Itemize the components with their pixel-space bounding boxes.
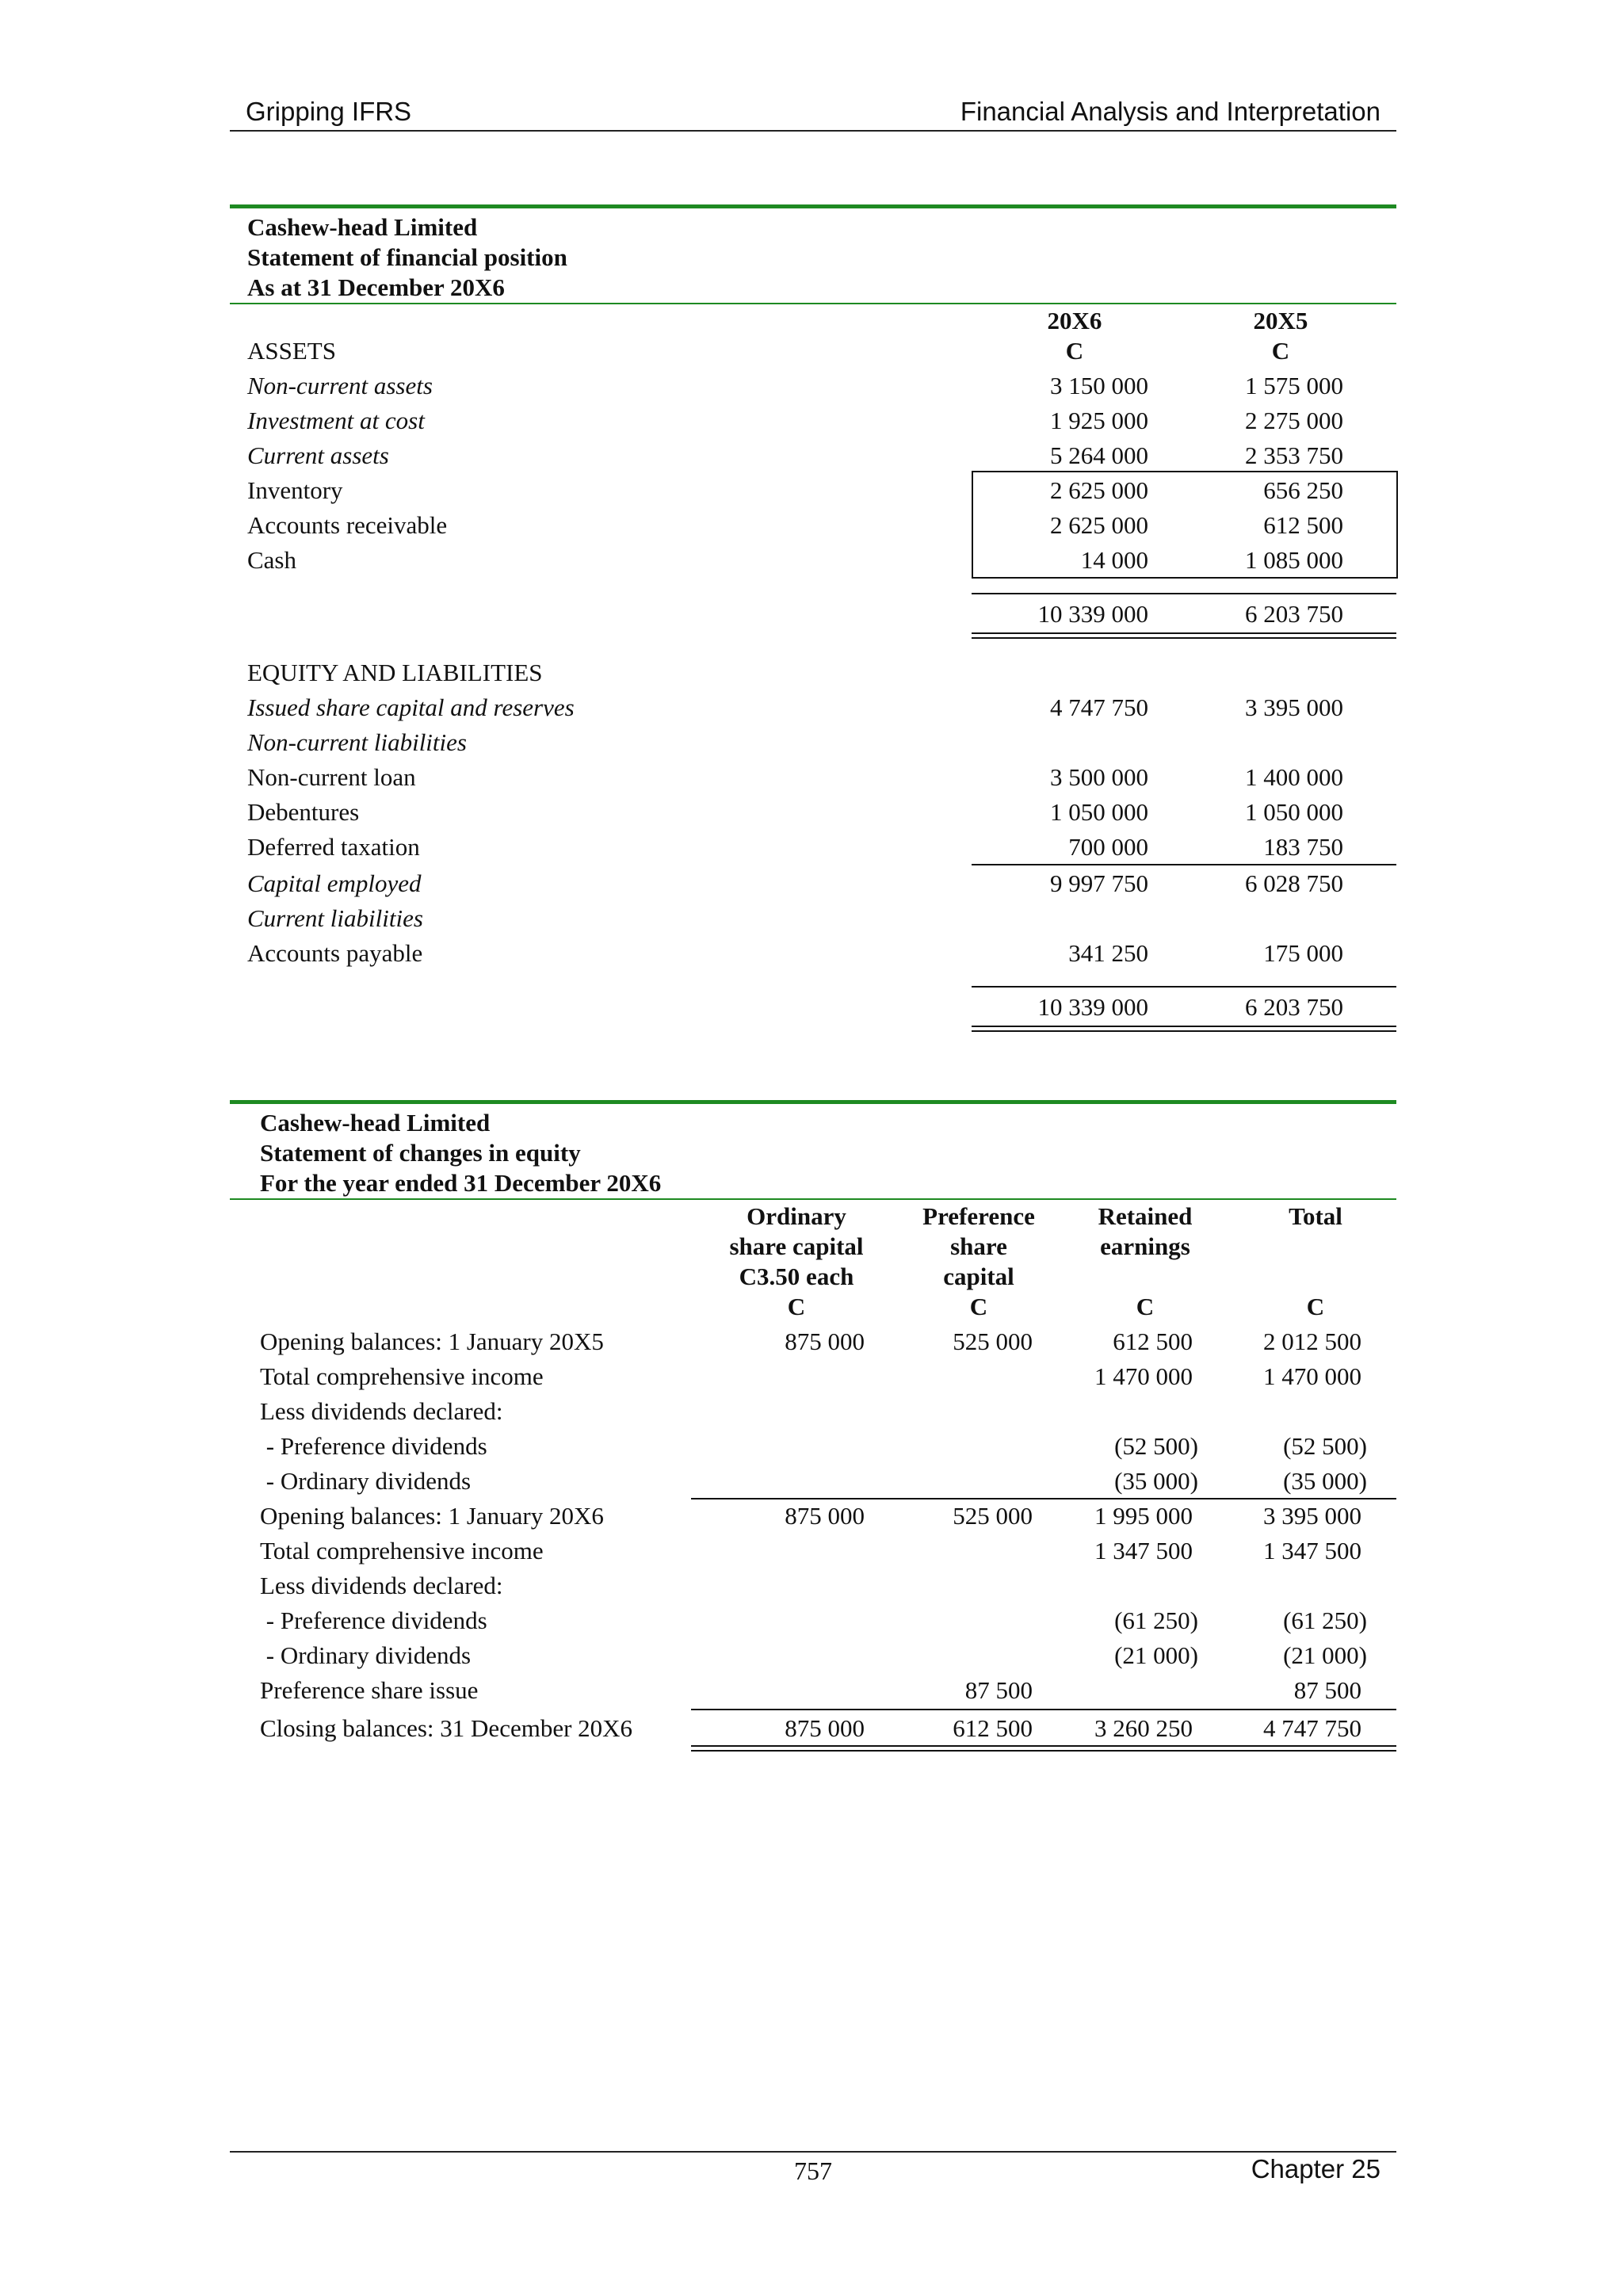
- page-number: 757: [794, 2157, 832, 2185]
- soce-retained-value: 612 500: [1113, 1328, 1193, 1355]
- soce-total-value: (52 500): [1283, 1432, 1367, 1460]
- soce-closing-top-rule: [691, 1709, 1396, 1710]
- soce-total-value: 87 500: [1293, 1676, 1361, 1704]
- sofp-col-year-20x6: 20X6: [1047, 307, 1102, 334]
- soce-preference-value: 612 500: [953, 1714, 1033, 1742]
- assets-total-top-rule: [972, 593, 1396, 594]
- soce-closing-double-rule-1: [691, 1745, 1396, 1747]
- row-label: Non-current loan: [247, 763, 416, 791]
- row-label: Debentures: [247, 798, 360, 826]
- soce-title: [260, 1108, 661, 1198]
- page-header: [230, 95, 1396, 132]
- soce-row-label: Total comprehensive income: [260, 1537, 544, 1564]
- soce-row-label: Opening balances: 1 January 20X6: [260, 1502, 604, 1530]
- sofp-col-year-20x5: 20X5: [1253, 307, 1308, 334]
- equity-heading: EQUITY AND LIABILITIES: [247, 659, 543, 686]
- soce-total-value: (61 250): [1283, 1606, 1367, 1634]
- row-value-20x6: 14 000: [1080, 546, 1148, 574]
- soce-row-label: Less dividends declared:: [260, 1572, 503, 1599]
- soce-col-ordinary-unit: C: [787, 1293, 806, 1320]
- header-chapter-title: Financial Analysis and Interpretation: [960, 97, 1381, 126]
- soce-ordinary-value: 875 000: [785, 1502, 865, 1530]
- soce-row-label: - Ordinary dividends: [260, 1641, 472, 1669]
- soce-preference-value: 87 500: [964, 1676, 1033, 1704]
- row-label: Cash: [247, 546, 296, 574]
- soce-retained-value: 1 470 000: [1094, 1362, 1193, 1390]
- soce-col-ordinary-line: C3.50 each: [739, 1263, 854, 1290]
- row-value-20x6: 2 625 000: [1050, 476, 1148, 504]
- sofp-title-statement: Statement of financial position: [247, 243, 567, 271]
- row-label: Accounts payable: [247, 939, 423, 967]
- assets-total-20x5: 6 203 750: [1245, 600, 1343, 628]
- soce-closing-double-rule-2: [691, 1750, 1396, 1752]
- equity-total-20x5: 6 203 750: [1245, 993, 1343, 1021]
- soce-row-label: - Preference dividends: [260, 1606, 487, 1634]
- soce-title-statement: Statement of changes in equity: [260, 1139, 581, 1167]
- soce-col-retained: [1062, 1201, 1228, 1322]
- soce-col-preference-line: Preference: [922, 1202, 1035, 1230]
- header-book-title: Gripping IFRS: [246, 97, 412, 126]
- soce-col-retained-unit: C: [1136, 1293, 1155, 1320]
- soce-top-rule: [230, 1100, 1396, 1104]
- sofp-header-rule: [230, 303, 1396, 304]
- soce-title-company: Cashew-head Limited: [260, 1109, 491, 1137]
- soce-retained-value: (35 000): [1114, 1467, 1198, 1495]
- equity-total-double-rule-1: [972, 1026, 1396, 1027]
- soce-row-label: - Preference dividends: [260, 1432, 487, 1460]
- row-value-20x5: 1 575 000: [1245, 372, 1343, 399]
- row-value-20x5: 1 050 000: [1245, 798, 1343, 826]
- row-value-20x6: 1 925 000: [1050, 407, 1148, 434]
- row-value-20x5: 3 395 000: [1245, 693, 1343, 721]
- soce-row-label: Less dividends declared:: [260, 1397, 503, 1425]
- soce-col-ordinary-line: share capital: [729, 1232, 864, 1260]
- row-value-20x6: 341 250: [1068, 939, 1148, 967]
- row-value-20x5: 6 028 750: [1245, 869, 1343, 897]
- assets-total-double-rule-1: [972, 632, 1396, 634]
- row-value-20x5: 656 250: [1263, 476, 1343, 504]
- soce-header-rule: [230, 1198, 1396, 1200]
- row-value-20x5: 2 353 750: [1245, 441, 1343, 469]
- row-value-20x6: 4 747 750: [1050, 693, 1148, 721]
- row-label: Non-current liabilities: [247, 728, 467, 756]
- sofp-col-unit-20x5: C: [1271, 337, 1290, 365]
- soce-row-label: Opening balances: 1 January 20X5: [260, 1328, 604, 1355]
- soce-retained-value: 3 260 250: [1094, 1714, 1193, 1742]
- sofp-top-rule: [230, 204, 1396, 208]
- row-label: Current liabilities: [247, 904, 423, 932]
- soce-col-preference-unit: C: [969, 1293, 988, 1320]
- soce-col-preference: [892, 1201, 1066, 1322]
- assets-total-double-rule-2: [972, 637, 1396, 639]
- soce-total-value: 4 747 750: [1263, 1714, 1361, 1742]
- row-value-20x6: 9 997 750: [1050, 869, 1148, 897]
- soce-retained-value: (52 500): [1114, 1432, 1198, 1460]
- row-value-20x5: 183 750: [1263, 833, 1343, 861]
- capital-employed-rule: [972, 864, 1396, 865]
- soce-ordinary-value: 875 000: [785, 1328, 865, 1355]
- assets-heading: ASSETS: [247, 337, 336, 365]
- soce-col-total: [1232, 1201, 1399, 1322]
- page-footer: [230, 2151, 1396, 2185]
- soce-total-value: 2 012 500: [1263, 1328, 1361, 1355]
- row-value-20x5: 1 085 000: [1245, 546, 1343, 574]
- row-value-20x6: 700 000: [1068, 833, 1148, 861]
- row-value-20x6: 5 264 000: [1050, 441, 1148, 469]
- soce-col-preference-line: capital: [943, 1263, 1014, 1290]
- assets-total-20x6: 10 339 000: [1037, 600, 1148, 628]
- soce-col-total-unit: C: [1306, 1293, 1325, 1320]
- soce-total-value: 1 470 000: [1263, 1362, 1361, 1390]
- row-value-20x6: 1 050 000: [1050, 798, 1148, 826]
- row-label: Accounts receivable: [247, 511, 448, 539]
- footer-chapter: Chapter 25: [1251, 2154, 1381, 2183]
- row-label: Current assets: [247, 441, 389, 469]
- row-value-20x6: 3 500 000: [1050, 763, 1148, 791]
- soce-col-retained-line: earnings: [1100, 1232, 1190, 1260]
- row-value-20x5: 1 400 000: [1245, 763, 1343, 791]
- row-label: Inventory: [247, 476, 343, 504]
- soce-col-ordinary-line: Ordinary: [747, 1202, 846, 1230]
- soce-total-value: 1 347 500: [1263, 1537, 1361, 1564]
- soce-preference-value: 525 000: [953, 1328, 1033, 1355]
- soce-retained-value: 1 995 000: [1094, 1502, 1193, 1530]
- soce-retained-value: 1 347 500: [1094, 1537, 1193, 1564]
- equity-total-double-rule-2: [972, 1030, 1396, 1032]
- row-label: Deferred taxation: [247, 833, 420, 861]
- sofp-title-company: Cashew-head Limited: [247, 213, 478, 241]
- equity-total-top-rule: [972, 986, 1396, 988]
- row-value-20x5: 175 000: [1263, 939, 1343, 967]
- soce-total-value: (35 000): [1283, 1467, 1367, 1495]
- row-label: Non-current assets: [247, 372, 433, 399]
- sofp-title-date: As at 31 December 20X6: [247, 273, 505, 301]
- soce-preference-value: 525 000: [953, 1502, 1033, 1530]
- soce-subtotal-rule: [691, 1498, 1396, 1499]
- row-value-20x5: 612 500: [1263, 511, 1343, 539]
- row-label: Issued share capital and reserves: [247, 693, 575, 721]
- soce-row-label: Total comprehensive income: [260, 1362, 544, 1390]
- sofp-col-unit-20x6: C: [1065, 337, 1084, 365]
- sofp-title: [247, 212, 567, 303]
- soce-col-retained-line: Retained: [1098, 1202, 1193, 1230]
- row-label: Investment at cost: [247, 407, 425, 434]
- soce-title-period: For the year ended 31 December 20X6: [260, 1169, 662, 1197]
- soce-total-value: (21 000): [1283, 1641, 1367, 1669]
- row-value-20x6: 3 150 000: [1050, 372, 1148, 399]
- soce-row-label: - Ordinary dividends: [260, 1467, 472, 1495]
- row-label: Capital employed: [247, 869, 422, 897]
- soce-row-label: Preference share issue: [260, 1676, 479, 1704]
- soce-ordinary-value: 875 000: [785, 1714, 865, 1742]
- row-value-20x6: 2 625 000: [1050, 511, 1148, 539]
- soce-retained-value: (21 000): [1114, 1641, 1198, 1669]
- soce-retained-value: (61 250): [1114, 1606, 1198, 1634]
- equity-total-20x6: 10 339 000: [1037, 993, 1148, 1021]
- soce-col-total-line: Total: [1289, 1202, 1342, 1230]
- soce-total-value: 3 395 000: [1263, 1502, 1361, 1530]
- soce-col-preference-line: share: [950, 1232, 1007, 1260]
- row-value-20x5: 2 275 000: [1245, 407, 1343, 434]
- soce-col-ordinary: [705, 1201, 888, 1322]
- soce-row-label: Closing balances: 31 December 20X6: [260, 1714, 633, 1742]
